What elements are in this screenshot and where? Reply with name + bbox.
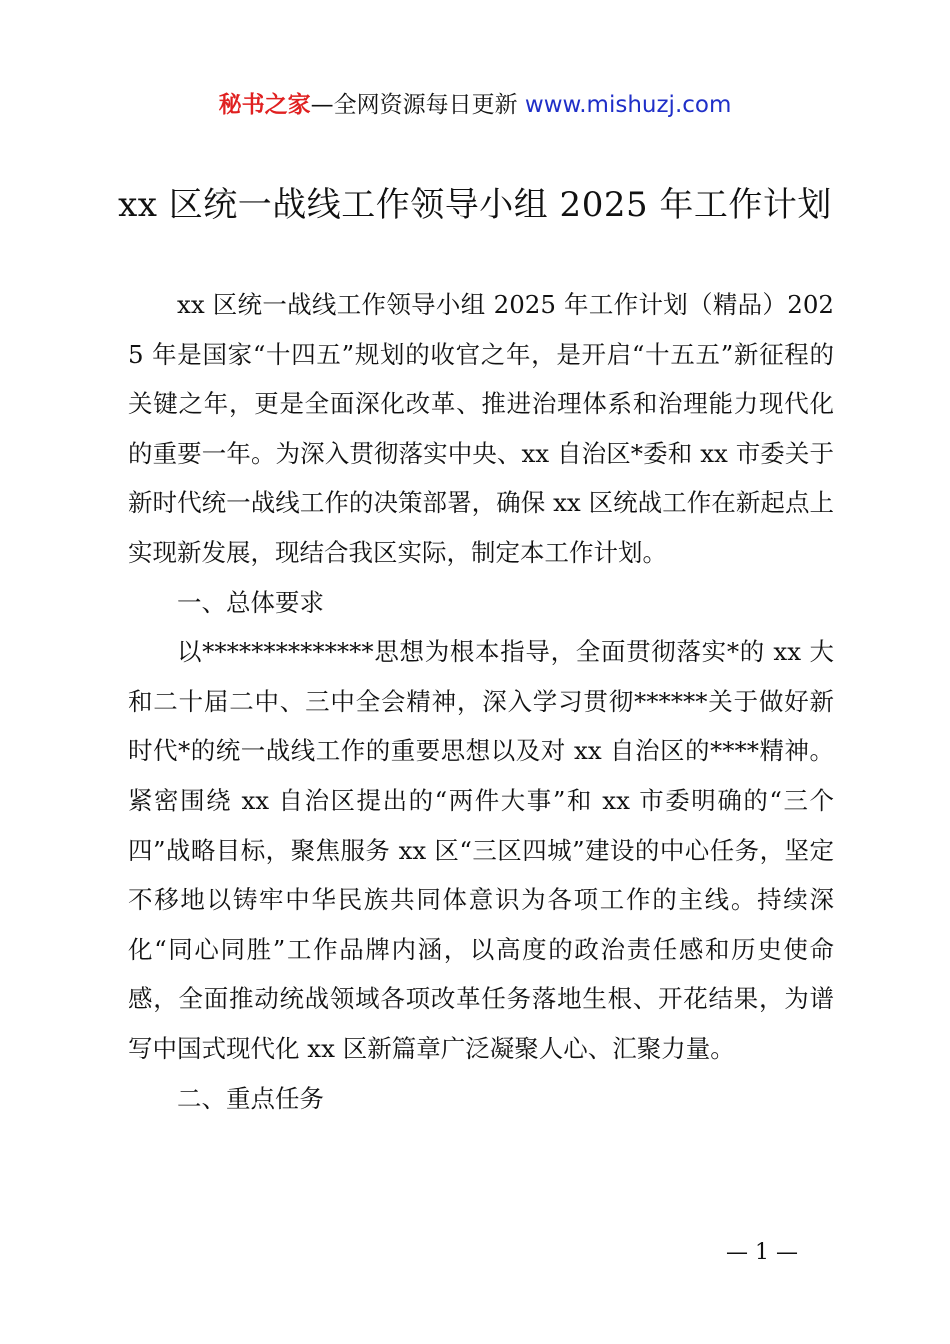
- site-tagline: —全网资源每日更新: [310, 92, 525, 118]
- site-url-link[interactable]: www.mishuzj.com: [524, 92, 732, 118]
- general-requirements-paragraph: 以**************思想为根本指导，全面贯彻落实*的 xx 大和二十届二中、三中全会精神，深入学习贯彻******关于做好新时代*的统一战线工作的重要思想以及对 xx 自治区的****精神。紧密围绕 xx 自治区提出的“两件大事”和 xx 市委明确的“三个四”战略目标，聚焦服务 xx 区“三区四城”建设的中心任务，坚定不移地以铸牢中华民族共同体意识为各项工作的主线。持续深化“同心同胜”工作品牌内涵，以高度的政治责任感和历史使命感，全面推动统战领域各项改革任务落地生根、开花结果，为谱写中国式现代化 xx 区新篇章广泛凝聚人心、汇聚力量。: [128, 637, 834, 1063]
- document-body: [128, 280, 834, 1123]
- intro-paragraph: xx 区统一战线工作领导小组 2025 年工作计划（精品）2025 年是国家“十四五”规划的收官之年，是开启“十五五”新征程的关键之年，更是全面深化改革、推进治理体系和治理能力现代化的重要一年。为深入贯彻落实中央、xx 自治区*委和 xx 市委关于新时代统一战线工作的决策部署，确保 xx 区统战工作在新起点上实现新发展，现结合我区实际，制定本工作计划。: [128, 290, 834, 567]
- page-number: — 1 —: [726, 1240, 798, 1265]
- site-brand: 秘书之家: [218, 92, 311, 118]
- site-header: [0, 88, 950, 122]
- document-title: xx 区统一战线工作领导小组 2025 年工作计划: [118, 185, 832, 225]
- section-heading-general-requirements: 一、总体要求: [177, 587, 324, 617]
- section-heading-key-tasks: 二、重点任务: [177, 1083, 324, 1113]
